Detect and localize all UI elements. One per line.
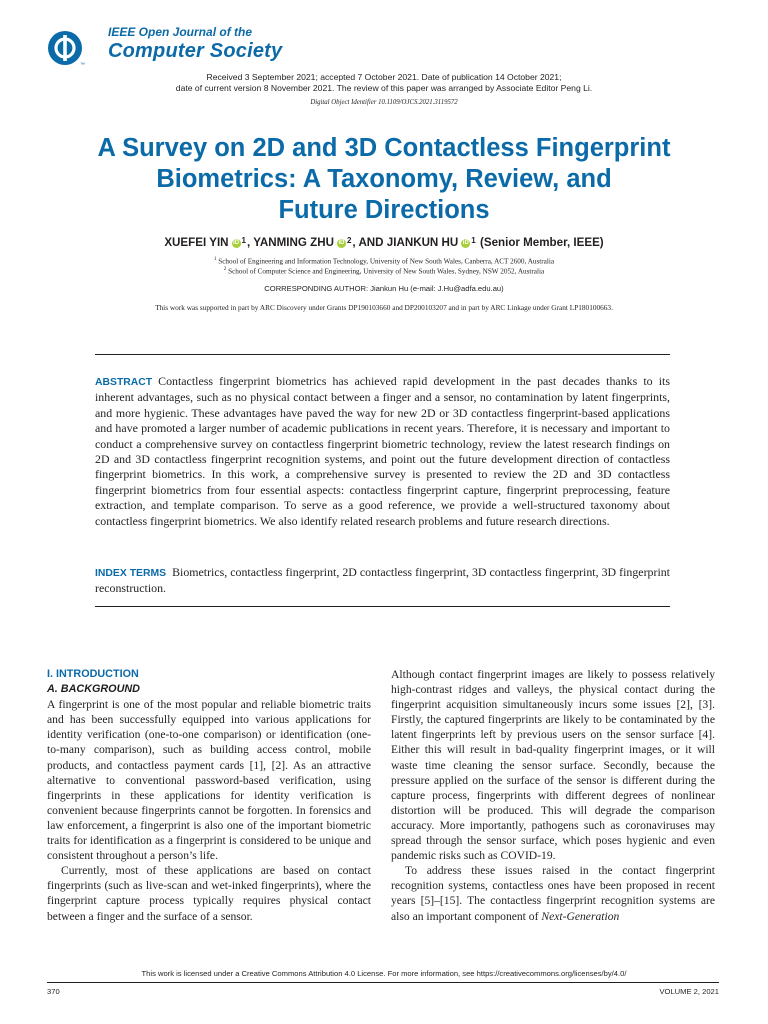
author-name: YANMING ZHU — [253, 236, 334, 249]
orcid-icon[interactable]: iD — [462, 240, 469, 246]
author-membership: (Senior Member, IEEE) — [479, 236, 604, 249]
paragraph-text: To address these issues raised in the contact fingerprint recognition systems, contactless ones have been proposed in recent years [5]–[15]. The contactless fingerprint recognition systems are also an important component of — [391, 864, 715, 923]
abstract-label: ABSTRACT — [95, 377, 153, 388]
affiliation-mark: 1 — [471, 236, 476, 245]
paragraph: A fingerprint is one of the most popular and reliable biometric traits and has been successfully equipped into various applications for identity verification (one-to-one comparison) or identification (one-to-many comparison), such as building access control, mobile products, and contactless payment cards [1], [2]. As an attractive alternative to conventional password-based verification, using fingerprints in these applications for identity verification is convenient because fingerprints cannot be forgotten. In forensics and law enforcement, a fingerprint is also one of the important biometric traits for identification as a fingerprint is considered to be unique and consistent throughout a person’s life. — [47, 698, 371, 863]
paragraph: Currently, most of these applications are based on contact fingerprints (such as live-scan and wet-inked fingerprints), where the fingerprint capture process typically requires physical contact between a finger and the surface of a sensor. — [47, 864, 371, 923]
right-column — [391, 667, 715, 924]
current-version-date: date of current version 8 November 2021. The review of this paper was arranged by Associate Editor Peng Li. — [175, 83, 593, 93]
page-number: 370 — [47, 987, 60, 996]
computer-society-logo — [47, 30, 83, 66]
emphasis-text: Next-Generation — [541, 909, 620, 923]
affiliation-text: School of Engineering and Information Technology, University of New South Wales, Canberra, ACT 2600, Australia — [218, 257, 555, 266]
affiliation-number: 1 — [213, 257, 217, 262]
paragraph: Although contact fingerprint images are likely to possess relatively high-contrast ridges and valleys, the physical contact during the fingerprint acquisition simultaneously incurs some issues [2], [3]. Firstly, the captured fingerprints are likely to be contaminated by the latent fingerprints left by previous users on the sensor surface [4]. Either this will result in bad-quality fingerprint images, or it will waste time cleaning the sensor surface. Secondly, because the pressure applied on the surface of the sensor is different during the capture process, fingerprints with different degrees of nonlinear distortion will be produced. This will degrade the comparison accuracy. More importantly, pathogens such as coronaviruses may spread through the sensor surface, which poses hygienic and even pandemic risks such as COVID-19. — [391, 668, 715, 863]
footer-divider — [47, 982, 719, 983]
abstract-text: Contactless fingerprint biometrics has achieved rapid development in the past decades thanks to its inherent advantages, such as no physical contact between a finger and a sensor, no contamination by latent fingerprints, and more hygienic. These advantages have paved the way for new 2D or 3D contactless fingerprint-based applications and have promoted a larger number of academic publications in recent years. Therefore, it is necessary and important to conduct a comprehensive survey on contactless fingerprint biometric technology, review the latest research findings on 2D and 3D contactless fingerprint recognition systems, and point out the future development direction of contactless fingerprint biometrics. In this work, a comprehensive survey is presented to review the 2D and 3D contactless fingerprint biometrics from four essential aspects: contactless fingerprint capture, fingerprint preprocessing, feature extraction, and template comparison. To serve as a good reference, we provide a well-structured taxonomy about contactless fingerprint biometrics. We also identify related research problems and future research directions. — [95, 374, 670, 528]
paper-title — [40, 133, 728, 226]
journal-name-line2: Computer Society — [108, 40, 283, 62]
divider — [95, 606, 670, 607]
title-line1: A Survey on 2D and 3D Contactless Fingerprint — [97, 134, 671, 162]
affiliation-1 — [0, 257, 768, 265]
affiliation-mark: 1 — [241, 236, 246, 245]
journal-name-line1: IEEE Open Journal of the — [108, 25, 253, 39]
index-terms — [95, 565, 670, 597]
section-heading: I. INTRODUCTION — [47, 668, 139, 680]
author-list: XUEFEI YIN iD $^1$, YANMING ZHU iD $^2$, AND JIANKUN HU iD $^1$ (Senior Member, IEEE) — [164, 236, 604, 249]
affiliation-2 — [0, 267, 768, 275]
orcid-icon[interactable]: iD — [338, 240, 345, 246]
volume-info: VOLUME 2, 2021 — [659, 987, 719, 996]
affiliation-number: 2 — [223, 267, 227, 272]
funding-note: This work was supported in part by ARC Discovery under Grants DP190103660 and DP200103207 and in part by ARC Linkage under Grant LP180100663. — [155, 303, 613, 312]
license-note[interactable]: This work is licensed under a Creative Commons Attribution 4.0 License. For more information, see https://creativecommons.org/licenses/by/4.0/ — [141, 969, 627, 978]
author-name: XUEFEI YIN — [164, 236, 229, 249]
paragraph — [391, 863, 715, 923]
received-dates: Received 3 September 2021; accepted 7 October 2021. Date of publication 14 October 2021; — [206, 72, 562, 82]
orcid-icon[interactable]: iD — [233, 240, 240, 246]
doi[interactable]: Digital Object Identifier 10.1109/OJCS.2021.3119572 — [310, 99, 458, 106]
author-name: AND JIANKUN HU — [358, 236, 459, 249]
left-column — [47, 667, 371, 924]
corresponding-author: CORRESPONDING AUTHOR: Jiankun Hu (e-mail: J.Hu@adfa.edu.au) — [264, 284, 504, 293]
trademark-symbol: ™ — [80, 62, 85, 68]
divider — [95, 354, 670, 355]
index-terms-label: INDEX TERMS — [95, 568, 167, 579]
index-terms-text: Biometrics, contactless fingerprint, 2D contactless fingerprint, 3D contactless fingerprint, 3D fingerprint reconstruction. — [95, 565, 670, 596]
subsection-heading: A. BACKGROUND — [47, 683, 140, 696]
title-line3: Future Directions — [278, 196, 490, 224]
affiliation-text: School of Computer Science and Engineering, University of New South Wales, Sydney, NSW 2052, Australia — [228, 267, 545, 276]
abstract — [95, 374, 670, 529]
title-line2: Biometrics: A Taxonomy, Review, and — [156, 165, 612, 193]
affiliation-mark: 2 — [346, 236, 352, 245]
